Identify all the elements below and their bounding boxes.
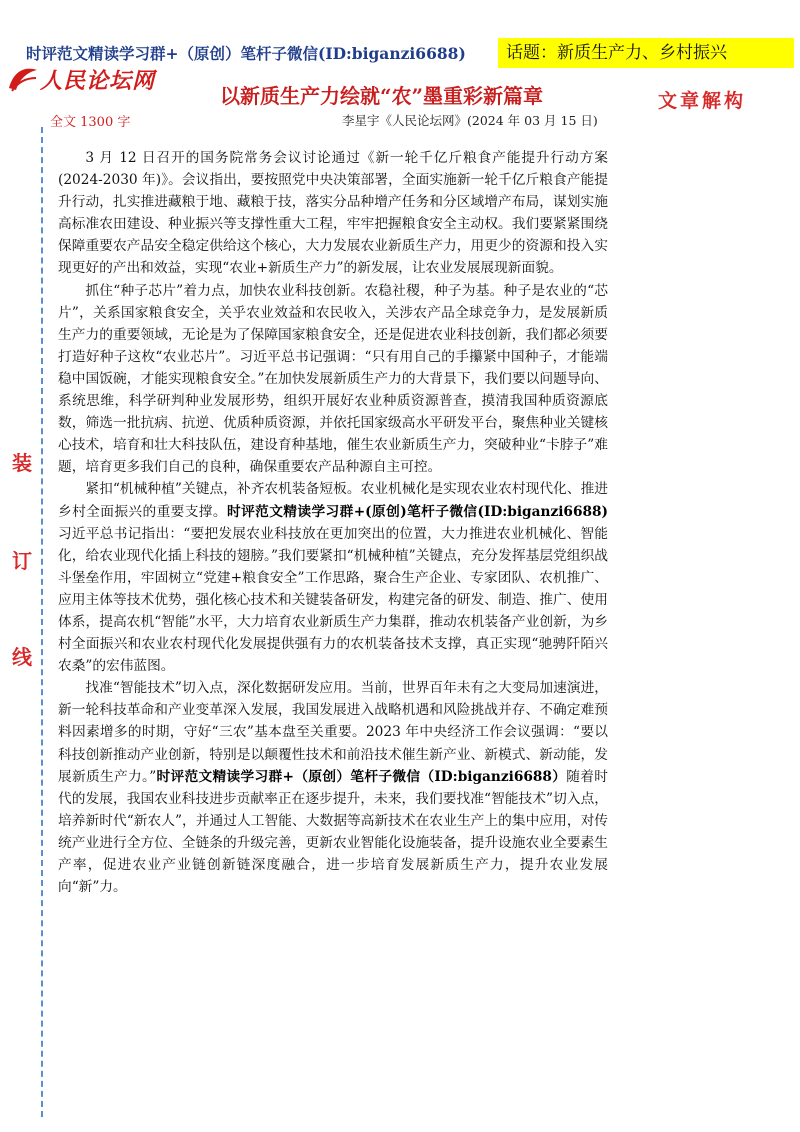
word-count: 全文 1300 字 — [50, 115, 131, 130]
byline: 李星宇《人民论坛网》(2024 年 03 月 15 日) — [342, 113, 598, 128]
paragraph-4 — [58, 677, 608, 898]
paragraph-2: 抓住“种子芯片”着力点，加快农业科技创新。农稳社稷，种子为基。种子是农业的“芯片”，关系国家粮食安全，关乎农业效益和农民收入，关涉农产品全球竞争力，是发展新质生产力的重要领域，无论是为了保障国家粮食安全，还是促进农业科技创新，我们都必须要打造好种子这枚“农业芯片”。习近平总书记强调：“只有用自己的手攥紧中国种子，才能端稳中国饭碗，才能实现粮食安全。”在加快发展新质生产力的大背景下，我们要以问题导向、系统思维，科学研判种业发展形势，组织开展好农业种质资源普查，摸清我国种质资源底数，筛选一批抗病、抗逆、优质种质资源，并依托国家级高水平研发平台，聚焦种业关键核心技术，培育和壮大科技队伍，建设育种基地，催生农业新质生产力，突破种业“卡脖子”难题，培育更多我们自己的良种，确保重要农产品种源自主可控。 — [58, 282, 608, 476]
study-group-title: 时评范文精读学习群+（原创）笔杆子微信(ID:biganzi6688) — [26, 44, 466, 63]
paragraph-3 — [58, 478, 608, 677]
structure-label: 文章解构 — [658, 90, 747, 112]
binding-char-1: 装 — [12, 451, 32, 475]
paragraph-1: 3 月 12 日召开的国务院常务会议讨论通过《新一轮千亿斤粮食产能提升行动方案(2024-2030 年)》。会议指出，要按照党中央决策部署，全面实施新一轮千亿斤粮食产能提升行动，扎实推进藏粮于地、藏粮于技，落实分品种增产任务和分区域增产布局，谋划实施高标准农田建设、种业振兴等支撑性重大工程，牢牢把握粮食安全主动权。我们要紧紧围绕保障重要农产品安全稳定供给这个核心，大力发展农业新质生产力，用更少的资源和投入实现更好的产出和效益，实现“农业+新质生产力”的新发展，让农业发展展现新面貌。 — [58, 150, 608, 277]
binding-char-2: 订 — [12, 549, 32, 573]
binding-char-3: 线 — [12, 645, 32, 669]
binding-dash-line — [41, 127, 43, 1117]
article-title: 以新质生产力绘就“农”墨重彩新篇章 — [220, 84, 544, 108]
paragraph-4-text-b: 随着时代的发展，我国农业科技进步贡献率正在逐步提升，未来，我们要找准“智能技术”切入点，培养新时代“新农人”，并通过人工智能、大数据等高新技术在农业生产上的集中应用，对传统产业进行全方位、全链条的升级完善，更新农业智能化设施装备，提升设施农业全要素生产率，促进农业产业链创新链深度融合，进一步培育发展新质生产力，提升农业发展向“新”力。 — [58, 768, 608, 896]
paragraph-3-ad: 时评范文精读学习群+(原创)笔杆子微信(ID:biganzi6688) — [226, 503, 608, 520]
topic-banner: 话题：新质生产力、乡村振兴 — [498, 38, 794, 68]
paragraph-3-text-b: 习近平总书记指出：“要把发展农业科技放在更加突出的位置，大力推进农业机械化、智能化，给农业现代化插上科技的翅膀。”我们要紧扣“机械种植”关键点，充分发挥基层党组织战斗堡垒作用，牢固树立“党建+粮食安全”工作思路，聚合生产企业、专家团队、农机推广、应用主体等技术优势，强化核心技术和关键装备研发，构建完备的研发、制造、推广、使用体系，提高农机“智能”水平，大力培育农业新质生产力集群，推动农机装备产业创新，为乡村全面振兴和农业农村现代化发展提供强有力的农机装备技术支撑，真正实现“驰骋阡陌兴农桑”的宏伟蓝图。 — [58, 525, 608, 675]
paragraph-3-text-a: 紧扣“机械种植”关键点，补齐农机装备短板。农业机械化是实现农业农村现代化、推进乡村全面振兴的重要支撑。 — [58, 481, 608, 520]
logo-swoosh-icon — [6, 64, 40, 94]
logo-text: 人民论坛网 — [40, 68, 156, 94]
paragraph-4-text-a: 找准“智能技术”切入点，深化数据研发应用。当前，世界百年未有之大变局加速演进，新一轮科技革命和产业变革深入发展，我国发展进入战略机遇和风险挑战并存、不确定难预料因素增多的时期，守好“三农”基本盘至关重要。2023 年中央经济工作会议强调：“要以科技创新推动产业创新，特别是以颠覆性技术和前沿技术催生新产业、新模式、新动能，发展新质生产力。” — [58, 680, 608, 785]
paragraph-4-ad: 时评范文精读学习群+（原创）笔杆子微信（ID:biganzi6688） — [156, 768, 567, 785]
article-body — [58, 147, 608, 898]
logo — [6, 64, 176, 94]
